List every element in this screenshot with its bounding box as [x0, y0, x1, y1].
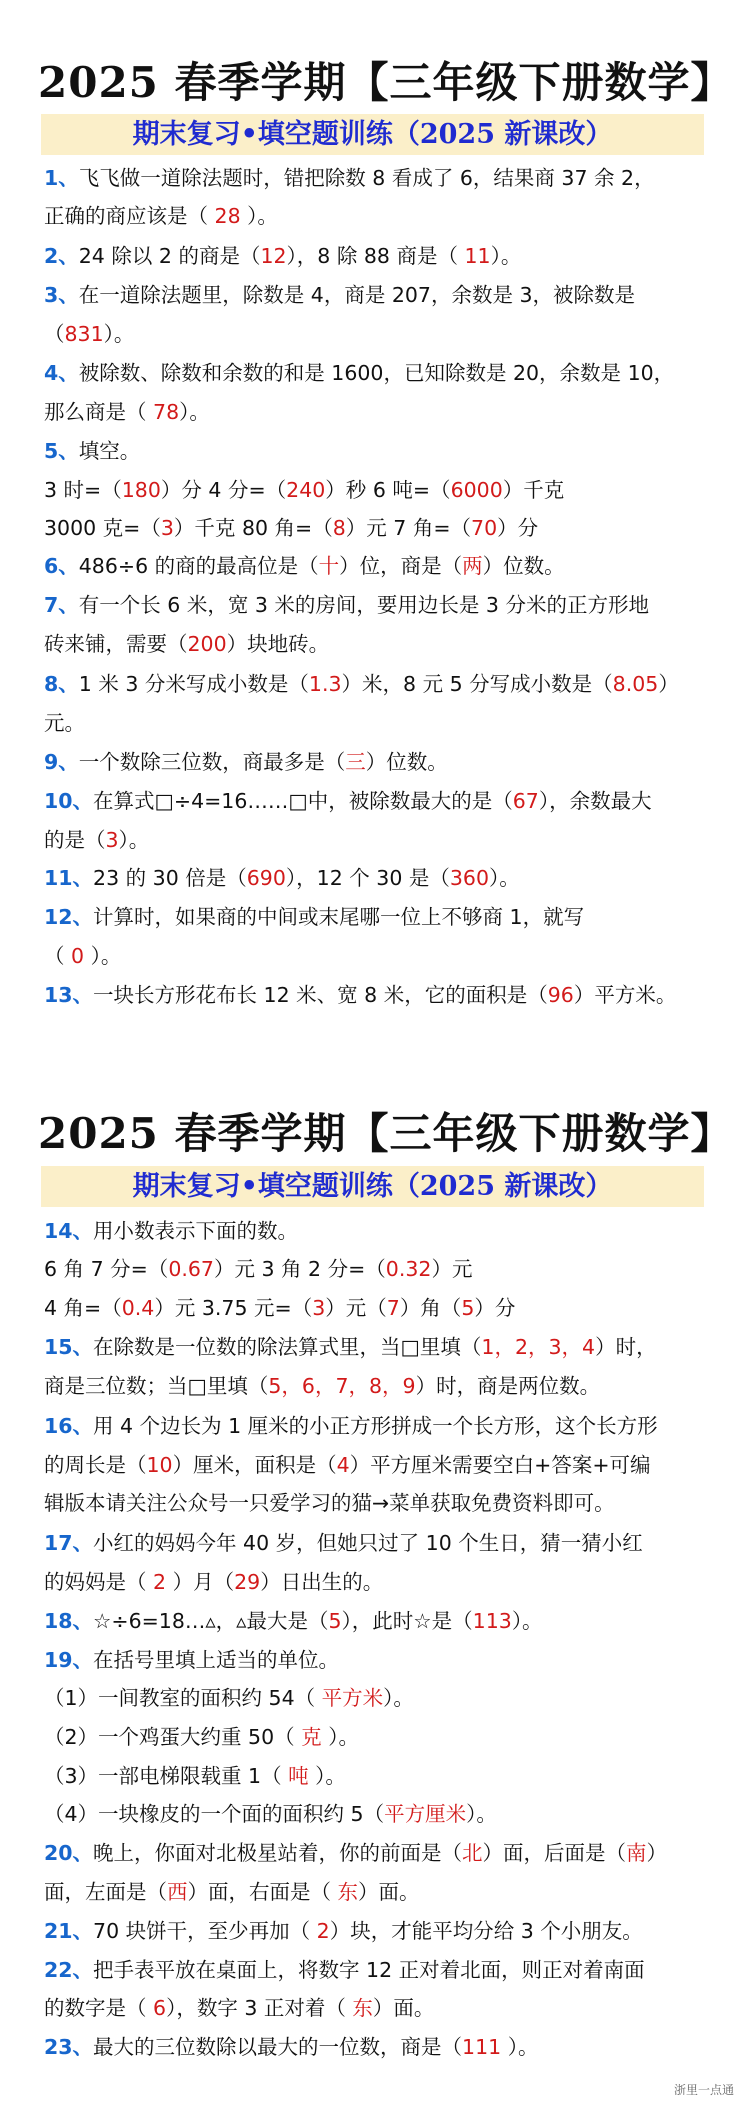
question-text: ）角（ — [399, 1296, 462, 1320]
question-line — [44, 1609, 543, 1633]
question-text: 4 角=（ — [44, 1296, 122, 1320]
question-text: （ — [44, 322, 65, 346]
answer-text: 5，6，7，8，9 — [268, 1374, 416, 1398]
question-text: 用 4 个边长为 1 厘米的小正方形拼成一个长方形，这个长方形 — [93, 1414, 658, 1438]
answer-text: 两 — [462, 554, 483, 578]
question-text: ）位数。 — [365, 750, 448, 774]
answer-text: 360 — [449, 866, 490, 890]
answer-text: 东 — [337, 1880, 359, 1904]
question-text: ）时， — [595, 1335, 657, 1359]
answer-text: 200 — [187, 632, 227, 656]
question-line — [44, 1686, 414, 1710]
question-text: （ — [44, 944, 72, 968]
answer-text: 1.3 — [308, 672, 342, 696]
answer-text: 克 — [301, 1725, 322, 1749]
answer-text: 6 — [153, 1996, 167, 2020]
answer-text: 180 — [121, 478, 161, 502]
question-line — [44, 439, 140, 463]
answer-text: 4 — [336, 1453, 350, 1477]
question-line — [44, 204, 278, 228]
question-line — [44, 166, 655, 190]
question-number: 20、 — [44, 1841, 94, 1865]
question-line — [44, 866, 520, 890]
question-text: ）日出生的。 — [260, 1570, 384, 1594]
answer-text: 1，2，3，4 — [481, 1335, 596, 1359]
question-text: 一个数除三位数，商最多是（ — [78, 750, 346, 774]
question-text: ）元 — [431, 1257, 473, 1281]
question-text: 在算式□÷4=16……□中，被除数最大的是（ — [93, 789, 513, 813]
question-text: 1 米 3 分米写成小数是（ — [78, 672, 309, 696]
question-line — [44, 1257, 472, 1281]
question-number: 12、 — [44, 905, 94, 929]
question-line — [44, 1491, 615, 1515]
answer-text: 3 — [160, 516, 174, 540]
answer-text: 十 — [318, 554, 340, 578]
answer-text: 0.4 — [121, 1296, 155, 1320]
question-text: ）。 — [490, 244, 522, 268]
question-text: 飞飞做一道除法题时，错把除数 8 看成了 6，结果商 37 余 2， — [78, 166, 655, 190]
question-text: （3）一部电梯限载重 1（ — [44, 1764, 289, 1788]
answer-text: 67 — [512, 789, 539, 813]
question-text: 用小数表示下面的数。 — [93, 1219, 299, 1243]
question-text: ）平方米。 — [573, 983, 677, 1007]
question-text: ）元 7 角=（ — [345, 516, 472, 540]
question-number: 11、 — [44, 866, 94, 890]
question-line — [44, 1219, 298, 1243]
question-text: （2）一个鸡蛋大约重 50（ — [44, 1725, 302, 1749]
question-text: 被除数、除数和余数的和是 1600，已知除数是 20，余数是 10， — [78, 361, 675, 385]
question-text: ）秒 6 吨=（ — [325, 478, 451, 502]
question-text: 24 除以 2 的商是（ — [78, 244, 261, 268]
question-text: ☆÷6=18…▵，▵最大是（ — [93, 1609, 329, 1633]
answer-text: 78 — [153, 400, 180, 424]
answer-text: 96 — [547, 983, 574, 1007]
answer-text: 东 — [352, 1996, 373, 2020]
question-line — [44, 1335, 657, 1359]
question-line — [44, 1725, 359, 1749]
question-text: ）块地砖。 — [226, 632, 330, 656]
question-text: 辑版本请关注公众号一只爱学习的猫→菜单获取免费资料即可。 — [44, 1491, 615, 1515]
question-text: 有一个长 6 米，宽 3 米的房间，要用边长是 3 分米的正方形地 — [78, 593, 649, 617]
question-text: ），8 除 88 商是（ — [286, 244, 465, 268]
question-number: 4、 — [44, 361, 79, 385]
answer-text: 西 — [167, 1880, 188, 1904]
question-line — [44, 1958, 645, 1982]
answer-text: 8.05 — [612, 672, 659, 696]
question-text: 在括号里填上适当的单位。 — [93, 1648, 340, 1672]
subtitle-banner-1: 期末复习•填空题训练（2025 新课改） — [41, 114, 704, 155]
question-line — [44, 478, 564, 502]
question-number: 8、 — [44, 672, 79, 696]
question-text: 23 的 30 倍是（ — [93, 866, 247, 890]
question-text: ）。 — [466, 1802, 497, 1826]
question-text: 在一道除法题里，除数是 4，商是 207，余数是 3，被除数是 — [78, 283, 636, 307]
question-text: ）千克 — [502, 478, 565, 502]
question-text: ）。 — [308, 1764, 346, 1788]
answer-text: 平方厘米 — [384, 1802, 467, 1826]
question-text: 6 角 7 分=（ — [44, 1257, 169, 1281]
question-number: 3、 — [44, 283, 79, 307]
question-line — [44, 244, 521, 268]
answer-text: 6000 — [450, 478, 503, 502]
answer-text: 5 — [461, 1296, 475, 1320]
question-number: 16、 — [44, 1414, 94, 1438]
question-line — [44, 1841, 667, 1865]
question-text: 晚上，你面对北极星站着，你的前面是（ — [93, 1841, 463, 1865]
question-text: 的是（ — [44, 828, 106, 852]
question-line — [44, 711, 85, 735]
question-line — [44, 593, 649, 617]
question-text: ）厘米，面积是（ — [172, 1453, 337, 1477]
question-text: 填空。 — [78, 439, 141, 463]
subtitle-banner-2: 期末复习•填空题训练（2025 新课改） — [41, 1166, 704, 1207]
question-line — [44, 1453, 651, 1477]
question-line — [44, 632, 329, 656]
question-text: ）千克 80 角=（ — [173, 516, 333, 540]
question-text: ）时，商是两位数。 — [415, 1374, 601, 1398]
question-text: ）元 3 角 2 分=（ — [213, 1257, 386, 1281]
question-line — [44, 1802, 497, 1826]
question-number: 2、 — [44, 244, 79, 268]
question-line — [44, 1414, 658, 1438]
question-line — [44, 944, 121, 968]
question-line — [44, 983, 676, 1007]
question-line — [44, 1296, 515, 1320]
question-text: ） — [658, 672, 679, 696]
question-line — [44, 789, 652, 813]
question-text: ）。 — [321, 1725, 359, 1749]
answer-text: 南 — [626, 1841, 647, 1865]
question-text: ）。 — [118, 828, 150, 852]
question-text: ）月（ — [166, 1570, 235, 1594]
answer-text: 29 — [234, 1570, 261, 1594]
page-title-2: 2025 春季学期【三年级下册数学】 — [38, 1109, 734, 1158]
question-line — [44, 1996, 434, 2020]
question-text: 把手表平放在桌面上，将数字 12 正对着北面，则正对着南面 — [93, 1958, 645, 1982]
question-text: （4）一块橡皮的一个面的面积约 5（ — [44, 1802, 385, 1826]
question-text: ）米，8 元 5 分写成小数是（ — [341, 672, 613, 696]
question-text: ）面，后面是（ — [482, 1841, 627, 1865]
question-number: 21、 — [44, 1919, 94, 1943]
question-text: ）。 — [489, 866, 520, 890]
question-text: ）元（ — [325, 1296, 387, 1320]
question-text: ）。 — [511, 1609, 543, 1633]
question-line — [44, 1919, 643, 1943]
question-line — [44, 1764, 346, 1788]
question-number: 6、 — [44, 554, 79, 578]
answer-text: 5 — [328, 1609, 342, 1633]
question-line — [44, 750, 448, 774]
question-text: 那么商是（ — [44, 400, 154, 424]
question-line — [44, 554, 565, 578]
question-text: 的妈妈是（ — [44, 1570, 154, 1594]
question-text: ）。 — [103, 322, 135, 346]
question-line — [44, 905, 584, 929]
answer-text: 240 — [286, 478, 326, 502]
answer-text: 2 — [153, 1570, 167, 1594]
question-line — [44, 1531, 643, 1555]
question-text: 在除数是一位数的除法算式里，当□里填（ — [93, 1335, 482, 1359]
question-text: 计算时，如果商的中间或末尾哪一位上不够商 1，就写 — [93, 905, 585, 929]
question-text: ）分 — [497, 516, 539, 540]
question-text: ）位，商是（ — [339, 554, 463, 578]
question-line — [44, 2035, 538, 2059]
question-number: 14、 — [44, 1219, 94, 1243]
question-text: 70 块饼干，至少再加（ — [93, 1919, 317, 1943]
question-line — [44, 828, 149, 852]
question-text: ），12 个 30 是（ — [285, 866, 450, 890]
question-text: ），数字 3 正对着（ — [166, 1996, 353, 2020]
question-number: 23、 — [44, 2035, 94, 2059]
question-number: 1、 — [44, 166, 79, 190]
question-text: 486÷6 的商的最高位是（ — [78, 554, 319, 578]
question-text: 一块长方形花布长 12 米、宽 8 米，它的面积是（ — [93, 983, 548, 1007]
question-text: ）块，才能平均分给 3 个小朋友。 — [329, 1919, 643, 1943]
question-text: ）。 — [240, 204, 278, 228]
question-text: ）。 — [84, 944, 122, 968]
question-text: ）位数。 — [482, 554, 565, 578]
question-text: 最大的三位数除以最大的一位数，商是（ — [93, 2035, 463, 2059]
question-text: ）。 — [383, 1686, 414, 1710]
question-number: 13、 — [44, 983, 94, 1007]
answer-text: 0.32 — [385, 1257, 432, 1281]
answer-text: 0.67 — [168, 1257, 214, 1281]
question-number: 18、 — [44, 1609, 94, 1633]
question-text: 的数字是（ — [44, 1996, 154, 2020]
question-text: ）。 — [179, 400, 210, 424]
page-title-1: 2025 春季学期【三年级下册数学】 — [38, 58, 734, 107]
question-text: 小红的妈妈今年 40 岁，但她只过了 10 个生日，猜一猜小红 — [93, 1531, 643, 1555]
question-number: 10、 — [44, 789, 94, 813]
question-number: 15、 — [44, 1335, 94, 1359]
question-line — [44, 361, 674, 385]
answer-text: 3 — [312, 1296, 326, 1320]
question-text: ）平方厘米需要空白+答案+可编 — [349, 1453, 651, 1477]
question-line — [44, 1880, 420, 1904]
question-text: ） — [646, 1841, 668, 1865]
answer-text: 111 — [462, 2035, 502, 2059]
question-text: 面，左面是（ — [44, 1880, 167, 1904]
question-number: 5、 — [44, 439, 79, 463]
question-text: ）。 — [501, 2035, 539, 2059]
answer-text: 2 — [316, 1919, 330, 1943]
question-text: ）面。 — [372, 1996, 435, 2020]
question-line — [44, 1570, 383, 1594]
answer-text: 12 — [260, 244, 287, 268]
question-line — [44, 516, 538, 540]
answer-text: 8 — [332, 516, 346, 540]
question-text: ）面，右面是（ — [187, 1880, 338, 1904]
answer-text: 831 — [64, 322, 104, 346]
question-text: 商是三位数；当□里填（ — [44, 1374, 269, 1398]
question-text: ）分 — [474, 1296, 516, 1320]
question-number: 22、 — [44, 1958, 94, 1982]
question-text: 正确的商应该是（ — [44, 204, 215, 228]
question-line — [44, 283, 635, 307]
question-text: 元。 — [44, 711, 85, 735]
question-text: 砖来铺，需要（ — [44, 632, 188, 656]
answer-text: 北 — [462, 1841, 483, 1865]
answer-text: 7 — [386, 1296, 400, 1320]
answer-text: 吨 — [288, 1764, 309, 1788]
question-number: 9、 — [44, 750, 79, 774]
question-number: 17、 — [44, 1531, 94, 1555]
answer-text: 3 — [105, 828, 119, 852]
answer-text: 70 — [471, 516, 498, 540]
question-text: 的周长是（ — [44, 1453, 147, 1477]
question-text: ），此时☆是（ — [341, 1609, 473, 1633]
question-line — [44, 400, 210, 424]
question-line — [44, 672, 679, 696]
question-text: 3 时=（ — [44, 478, 122, 502]
question-line — [44, 322, 134, 346]
answer-text: 0 — [71, 944, 85, 968]
question-text: ）分 4 分=（ — [160, 478, 287, 502]
question-text: 3000 克=（ — [44, 516, 161, 540]
question-text: （1）一间教室的面积约 54（ — [44, 1686, 322, 1710]
watermark: 浙里一点通 — [673, 2083, 734, 2097]
question-text: ），余数最大 — [538, 789, 652, 813]
question-number: 19、 — [44, 1648, 94, 1672]
question-number: 7、 — [44, 593, 79, 617]
question-line — [44, 1374, 600, 1398]
answer-text: 11 — [464, 244, 491, 268]
answer-text: 28 — [214, 204, 241, 228]
question-line — [44, 1648, 339, 1672]
answer-text: 113 — [472, 1609, 512, 1633]
answer-text: 690 — [246, 866, 286, 890]
answer-text: 三 — [345, 750, 366, 774]
question-text: ）面。 — [358, 1880, 420, 1904]
question-text: ）元 3.75 元=（ — [154, 1296, 313, 1320]
answer-text: 10 — [146, 1453, 173, 1477]
answer-text: 平方米 — [321, 1686, 384, 1710]
